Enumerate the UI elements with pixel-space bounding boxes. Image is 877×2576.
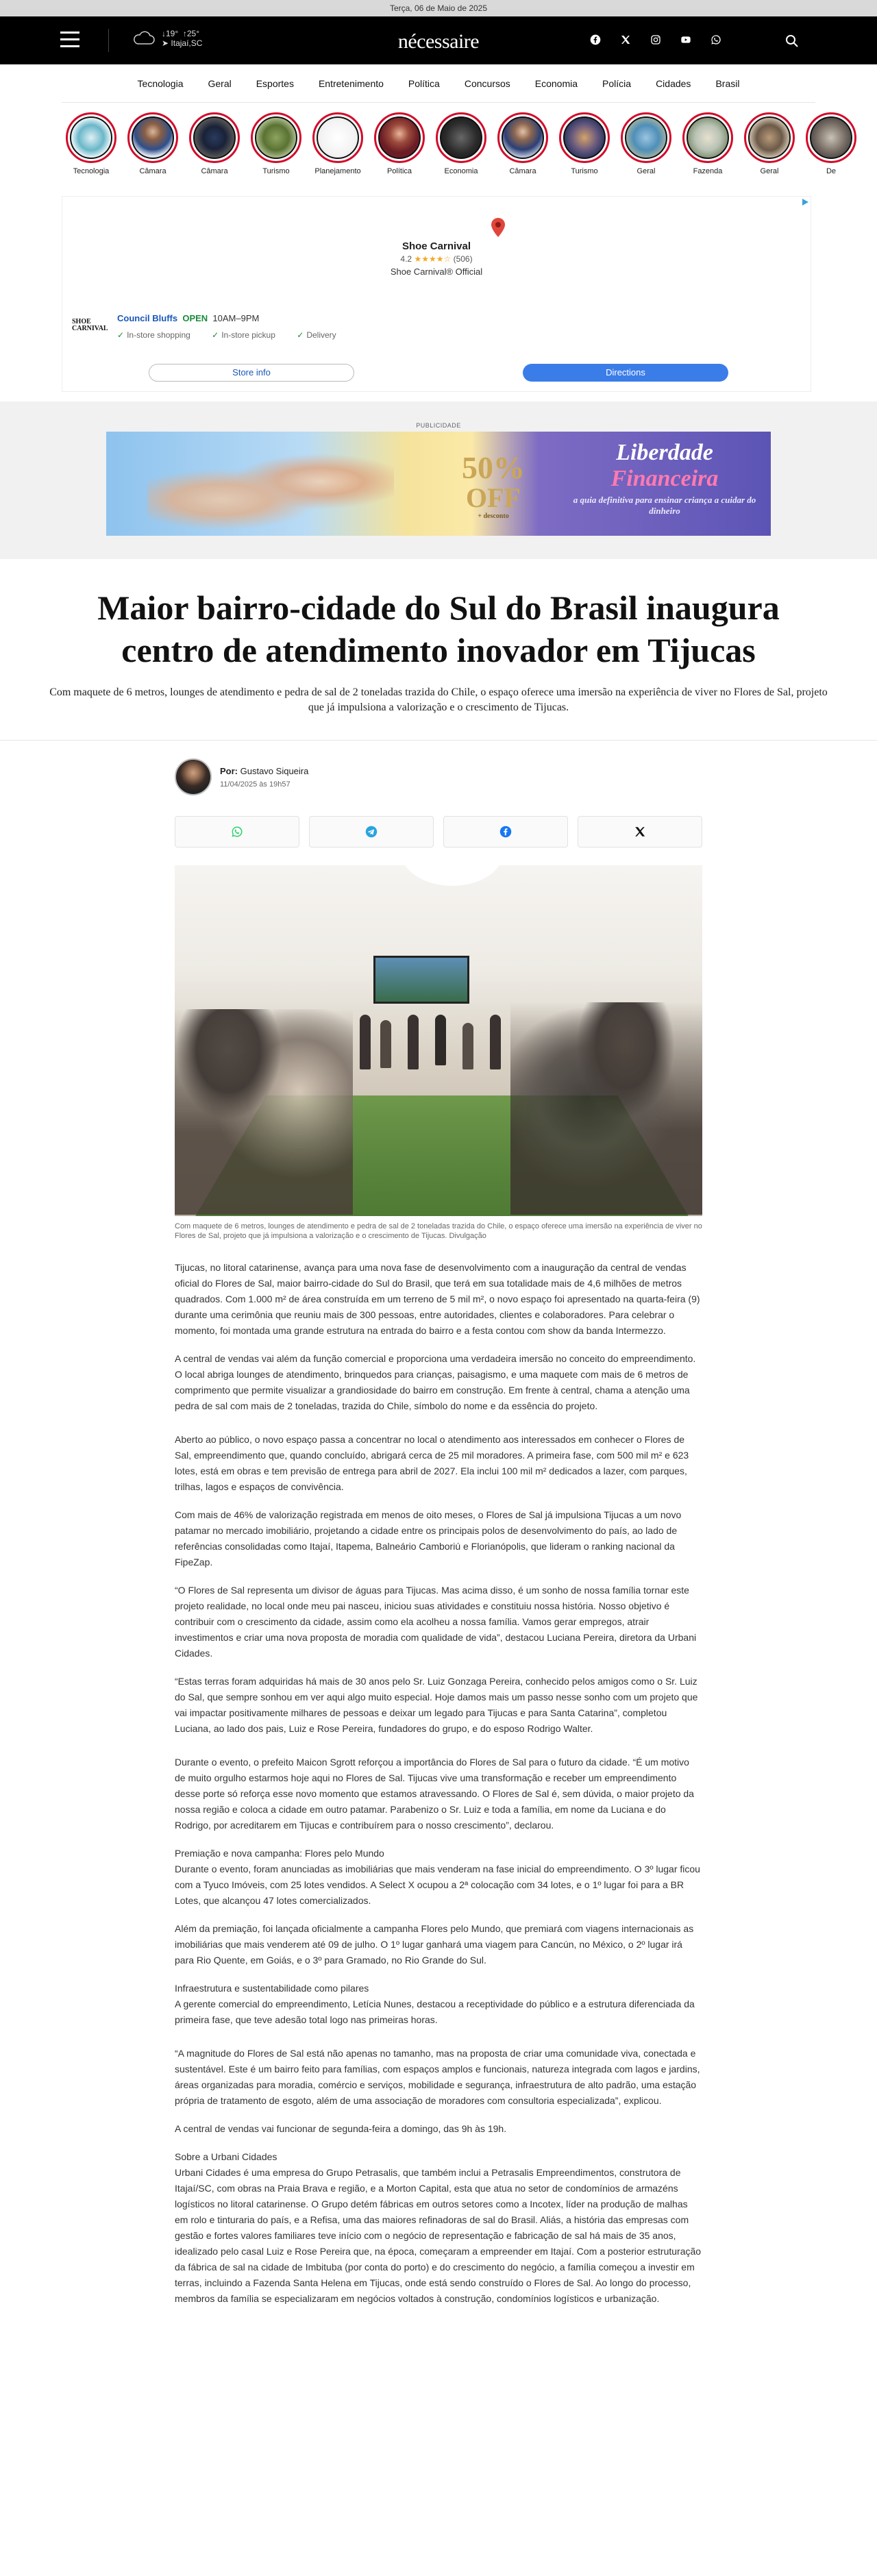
nav-item-entretenimento[interactable]: Entretenimento [318, 77, 384, 89]
story-item[interactable] [436, 112, 486, 188]
story-label: Câmara [509, 167, 536, 175]
share-x-button[interactable] [578, 816, 702, 847]
directions-button[interactable]: Directions [523, 364, 728, 382]
story-label: De [826, 167, 837, 175]
photo-caption: Com maquete de 6 metros, lounges de atendimento e pedra de sal de 2 toneladas trazida do Chile, o espaço oferece uma imersão na experiência de viver no Flores de Sal, projeto que já impulsiona a valorização e o crescimento de Tijucas. Divulgação [175, 1222, 702, 1240]
banner-title: Liberdade Financeira a quia definitiva para ensinar criança a cuidar do dinheiro [573, 440, 756, 516]
nav-item-tecnologia[interactable]: Tecnologia [137, 77, 184, 89]
story-item[interactable] [251, 112, 301, 188]
story-label: Turismo [262, 167, 290, 175]
banner-photo [147, 445, 394, 536]
story-item[interactable] [189, 112, 240, 188]
publish-date: 11/04/2025 às 19h57 [220, 780, 291, 789]
x-icon [634, 826, 646, 838]
section-heading: Sobre a Urbani Cidades [175, 2151, 277, 2162]
story-label: Câmara [201, 167, 228, 175]
share-whatsapp-button[interactable] [175, 816, 299, 847]
current-date: Terça, 06 de Maio de 2025 [389, 3, 488, 13]
weather-location: Itajaí,SC [171, 38, 203, 48]
paragraph: A gerente comercial do empreendimento, Letícia Nunes, destacou a receptividade do público e a estrutura diferenciada da primeira fase, que teve adesão total logo nas primeiras horas. [175, 1998, 695, 2025]
facebook-icon[interactable] [588, 32, 603, 47]
article-text [175, 1260, 702, 2307]
paragraph: A central de vendas vai além da função comercial e proporciona uma verdadeira imersão no conceito do empreendimento. O local abriga lounges de atendimento, brinquedos para crianças, paisagismo, e uma maquete com mais de 6 metros de comprimento que permite visualizar a grandiosidade do bairro em construção. Em frente à central, chama a atenção uma pedra de sal com mais de 2 toneladas, trazida do Chile, símbolo do nome e da essência do projeto. [175, 1353, 696, 1411]
paragraph: Aberto ao público, o novo espaço passa a concentrar no local o atendimento aos interessados em conhecer o Flores de Sal, empreendimento que, quando concluído, abrigará cerca de 25 mil moradores. A primeira fase, com 500 mil m² e 623 lotes, está em obras e tem previsão de entrega para abril de 2027. Ela inclui 100 mil m² dedicados a lazer, com parques, trilhas, lagos e espaços de convivência. [175, 1434, 689, 1492]
ad-logo: SHOE CARNIVAL [72, 318, 108, 332]
story-label: Tecnologia [73, 167, 110, 175]
avatar[interactable] [175, 758, 212, 795]
nav-item-policia[interactable]: Polícia [602, 77, 632, 89]
stories-bar [0, 103, 877, 188]
author-block: Por: Gustavo Siqueira 11/04/2025 às 19h57 [175, 758, 702, 795]
whatsapp-icon[interactable] [708, 32, 724, 47]
nav-item-concursos[interactable]: Concursos [464, 77, 510, 89]
story-item[interactable] [127, 112, 178, 188]
paragraph: Além da premiação, foi lançada oficialmente a campanha Flores pelo Mundo, que premiará com viagens internacionais as imobiliárias que mais venderem até 09 de julho. O 1º lugar ganhará uma viagem para Cancún, no México, o 2º lugar irá para Rio Quente, em Goiás, e o 3º para Gramado, no Rio Grande do Sul. [175, 1923, 694, 1966]
paragraph: Urbani Cidades é uma empresa do Grupo Petrasalis, que também inclui a Petrasalis Empreendimentos, construtora de Itajaí/SC, com obras na Praia Brava e região, e a Morton Capital, esta que atua no setor de condomínios de armazéns logísticos no litoral catarinense. O Grupo detém fábricas em outros setores como a Incotex, líder na produção de malhas em rolo e tinturaria do país, e a Refisa, uma das maiores refinadoras de sal do Brasil. Aliás, a história das empresas com gestão e fortes valores familiares teve início com o negócio de representação e fabricação de sal há mais de 35 anos, idealizado pelo casal Luiz e Rose Pereira que, na época, começaram a empreender em Itajaí. Com a posterior estruturação da fábrica de sal na cidade de Imbituba (por conta do porto) e do crescimento do negócio, a família começou a investir em terras, incluindo a Fazenda Santa Helena em Tijucas, onde está sendo construído o Flores de Sal. Ao longo do processo, membros da família se especializaram em negócios voltados à construção, condomínios logísticos e urbanização. [175, 2167, 702, 2304]
search-icon[interactable] [785, 34, 799, 48]
story-item[interactable] [559, 112, 610, 188]
cloud-icon [132, 30, 155, 47]
site-logo[interactable]: nécessaire [397, 30, 480, 53]
main-nav [62, 64, 815, 103]
ad-banner[interactable] [106, 432, 771, 536]
paragraph: “O Flores de Sal representa um divisor de águas para Tijucas. Mas acima disso, é um sonho de nossa família tornar este projeto realidade, no local onde meu pai nasceu, iniciou suas atividades e constituiu nossa história. Nosso objetivo é contribuir com o crescimento da cidade, assim como ela acolheu a nossa família. Vamos gerar empregos, atrair investimentos e criar uma nova proposta de moradia com qualidade de vida”, destacou Luciana Pereira, diretora da Urbani Cidades. [175, 1585, 697, 1659]
article-header [0, 559, 877, 741]
paragraph: “A magnitude do Flores de Sal está não apenas no tamanho, mas na proposta de criar uma comunidade viva, conectada e sustentável. Este é um bairro feito para famílias, com espaços amplos e funcionais, natureza integrada com lagos e jardins, áreas organizadas para moradia, comércio e serviços, mobilidade e segurança, infraestrutura de alto padrão, uma estação própria de tratamento de esgoto, além de uma associação de moradores com consultoria especializada”, explicou. [175, 2048, 700, 2106]
article-photo[interactable] [175, 865, 702, 1216]
menu-button[interactable] [60, 32, 79, 48]
share-facebook-button[interactable] [443, 816, 568, 847]
nav-item-cidades[interactable]: Cidades [656, 77, 691, 89]
story-item[interactable] [374, 112, 425, 188]
section-heading: Premiação e nova campanha: Flores pelo Mundo [175, 1848, 384, 1859]
check-icon: ✓ [117, 330, 125, 340]
story-item[interactable] [621, 112, 671, 188]
nav-item-politica[interactable]: Política [408, 77, 440, 89]
temp-max: 25 [186, 29, 197, 38]
story-item[interactable] [312, 112, 363, 188]
share-telegram-button[interactable] [309, 816, 434, 847]
ad-business-card [62, 196, 811, 392]
youtube-icon[interactable] [678, 32, 693, 47]
author-name[interactable]: Gustavo Siqueira [240, 765, 309, 776]
store-info-button[interactable]: Store info [149, 364, 354, 382]
whatsapp-icon [231, 826, 243, 838]
top-date-bar [0, 0, 877, 16]
story-item[interactable] [497, 112, 548, 188]
article-title: Maior bairro-cidade do Sul do Brasil inaugura centro de atendimento inovador em Tijucas [97, 589, 780, 669]
x-icon[interactable] [618, 32, 633, 47]
nav-item-esportes[interactable]: Esportes [256, 77, 294, 89]
story-label: Política [386, 167, 412, 175]
story-label: Câmara [139, 167, 166, 175]
weather-widget: ↓19° ↑25° ➤ Itajaí,SC [132, 29, 202, 48]
nav-item-brasil[interactable]: Brasil [715, 77, 740, 89]
ad-open-status: OPEN [182, 313, 208, 323]
location-pin-icon: ➤ [162, 38, 169, 48]
story-item[interactable] [744, 112, 795, 188]
article-body [175, 741, 702, 2307]
story-label: Geral [637, 167, 656, 175]
banner-discount: 50% OFF + desconto [462, 450, 525, 520]
paragraph: “Estas terras foram adquiridas há mais de 30 anos pelo Sr. Luiz Gonzaga Pereira, conhecido pelos amigos como o Sr. Luiz do Sal, que sempre sonhou em ver aqui algo muito especial. Hoje damos mais um passo nesse sonho com um projeto que vai impactar positivamente milhares de pessoas e deixar um legado para Tijucas e para Santa Catarina”, completou Luciana, ao lado dos pais, Luiz e Rose Pereira, fundadores do grupo, e do esposo Rodrigo Walter. [175, 1676, 698, 1734]
story-label: Fazenda [693, 167, 723, 175]
ad-rating: 4.2 ★★★★☆ (506) [400, 254, 473, 264]
advertisement-section [0, 401, 877, 559]
nav-item-geral[interactable]: Geral [208, 77, 232, 89]
publicidade-label: PUBLICIDADE [416, 422, 461, 429]
paragraph: Durante o evento, o prefeito Maicon Sgrott reforçou a importância do Flores de Sal para o futuro da cidade. “É um motivo de muito orgulho estarmos hoje aqui no Flores de Sal. Tijucas vive uma transformação e receber um empreendimento desse porte só reforça esse novo momento que estamos atravessando. O Flores de Sal é, sem dúvida, o maior projeto da nossa região e coloca a cidade em outro patamar. Parabenizo o Sr. Luiz e toda a família, em nome da Luciana e do Rodrigo, por acreditarem em Tijucas e contribuírem para o nosso crescimento”, declarou. [175, 1757, 694, 1831]
section-heading: Infraestrutura e sustentabilidade como pilares [175, 1983, 369, 1994]
paragraph: Tijucas, no litoral catarinense, avança para uma nova fase de desenvolvimento com a inauguração da central de vendas oficial do Flores de Sal, maior bairro-cidade do Sul do Brasil, que terá em sua totalidade mais de 4,6 milhões de metros quadrados. Com 1.000 m² de área construída em um terreno de 5 mil m², o novo espaço foi apresentado na quarta-feira (9) durante uma cerimônia que reuniu mais de 300 pessoas, entre autoridades, clientes e colaboradores. Para celebrar o momento, foi montada uma grande estrutura na entrada do bairro e a festa contou com show da banda Intermezzo. [175, 1262, 700, 1336]
ad-store-info: Council Bluffs OPEN 10AM–9PM ✓ In-store shopping ✓ In-store pickup ✓ Delivery [117, 313, 336, 340]
header-divider [108, 29, 109, 52]
ad-official-label: Shoe Carnival® Official [390, 267, 483, 277]
check-icon: ✓ [212, 330, 219, 340]
story-item[interactable] [806, 112, 856, 188]
nav-item-economia[interactable]: Economia [534, 77, 578, 89]
share-bar [175, 816, 702, 847]
paragraph: Com mais de 46% de valorização registrada em menos de oito meses, o Flores de Sal já impulsiona Tijucas a um novo patamar no mercado imobiliário, projetando a cidade entre os principais polos de desenvolvimento do país, ao lado de referências consolidadas como Itajaí, Itapema, Balneário Camboriú e Florianópolis, que lideram o ranking nacional da FipeZap. [175, 1509, 682, 1568]
story-label: Economia [444, 167, 478, 175]
article-subtitle: Com maquete de 6 metros, lounges de atendimento e pedra de sal de 2 toneladas trazida do Chile, o espaço oferece uma imersão na experiência de viver no Flores de Sal, projeto que já impulsiona a valorização e o crescimento de Tijucas. [49, 686, 828, 713]
instagram-icon[interactable] [648, 32, 663, 47]
check-icon: ✓ [297, 330, 304, 340]
story-label: Turismo [571, 167, 598, 175]
tv-screen [373, 956, 469, 1004]
paragraph: A central de vendas vai funcionar de segunda-feira a domingo, das 9h às 19h. [175, 2123, 507, 2134]
story-item[interactable] [66, 112, 116, 188]
facebook-icon [499, 826, 512, 838]
temp-min: 19 [166, 29, 175, 38]
map-pin-icon [489, 217, 507, 238]
ad-hours: 10AM–9PM [212, 313, 260, 323]
telegram-icon [365, 826, 378, 838]
story-item[interactable] [682, 112, 733, 188]
ad-location[interactable]: Council Bluffs [117, 313, 178, 323]
story-label: Geral [760, 167, 779, 175]
social-links [588, 32, 724, 47]
story-label: Planejamento [314, 167, 361, 175]
ad-business-name[interactable]: Shoe Carnival [402, 240, 471, 252]
star-rating-icon: ★★★★☆ [414, 254, 452, 264]
site-header [0, 16, 877, 64]
ad-choices-icon[interactable] [801, 198, 809, 206]
paragraph: Durante o evento, foram anunciadas as imobiliárias que mais venderam na fase inicial do empreendimento. O 3º lugar ficou com a Tyuco Imóveis, com 25 lotes vendidos. A Select X ocupou a 2ª colocação com 34 lotes, e o 1º lugar foi para a BR Lotes, que alcançou 47 lotes comercializados. [175, 1863, 700, 1906]
